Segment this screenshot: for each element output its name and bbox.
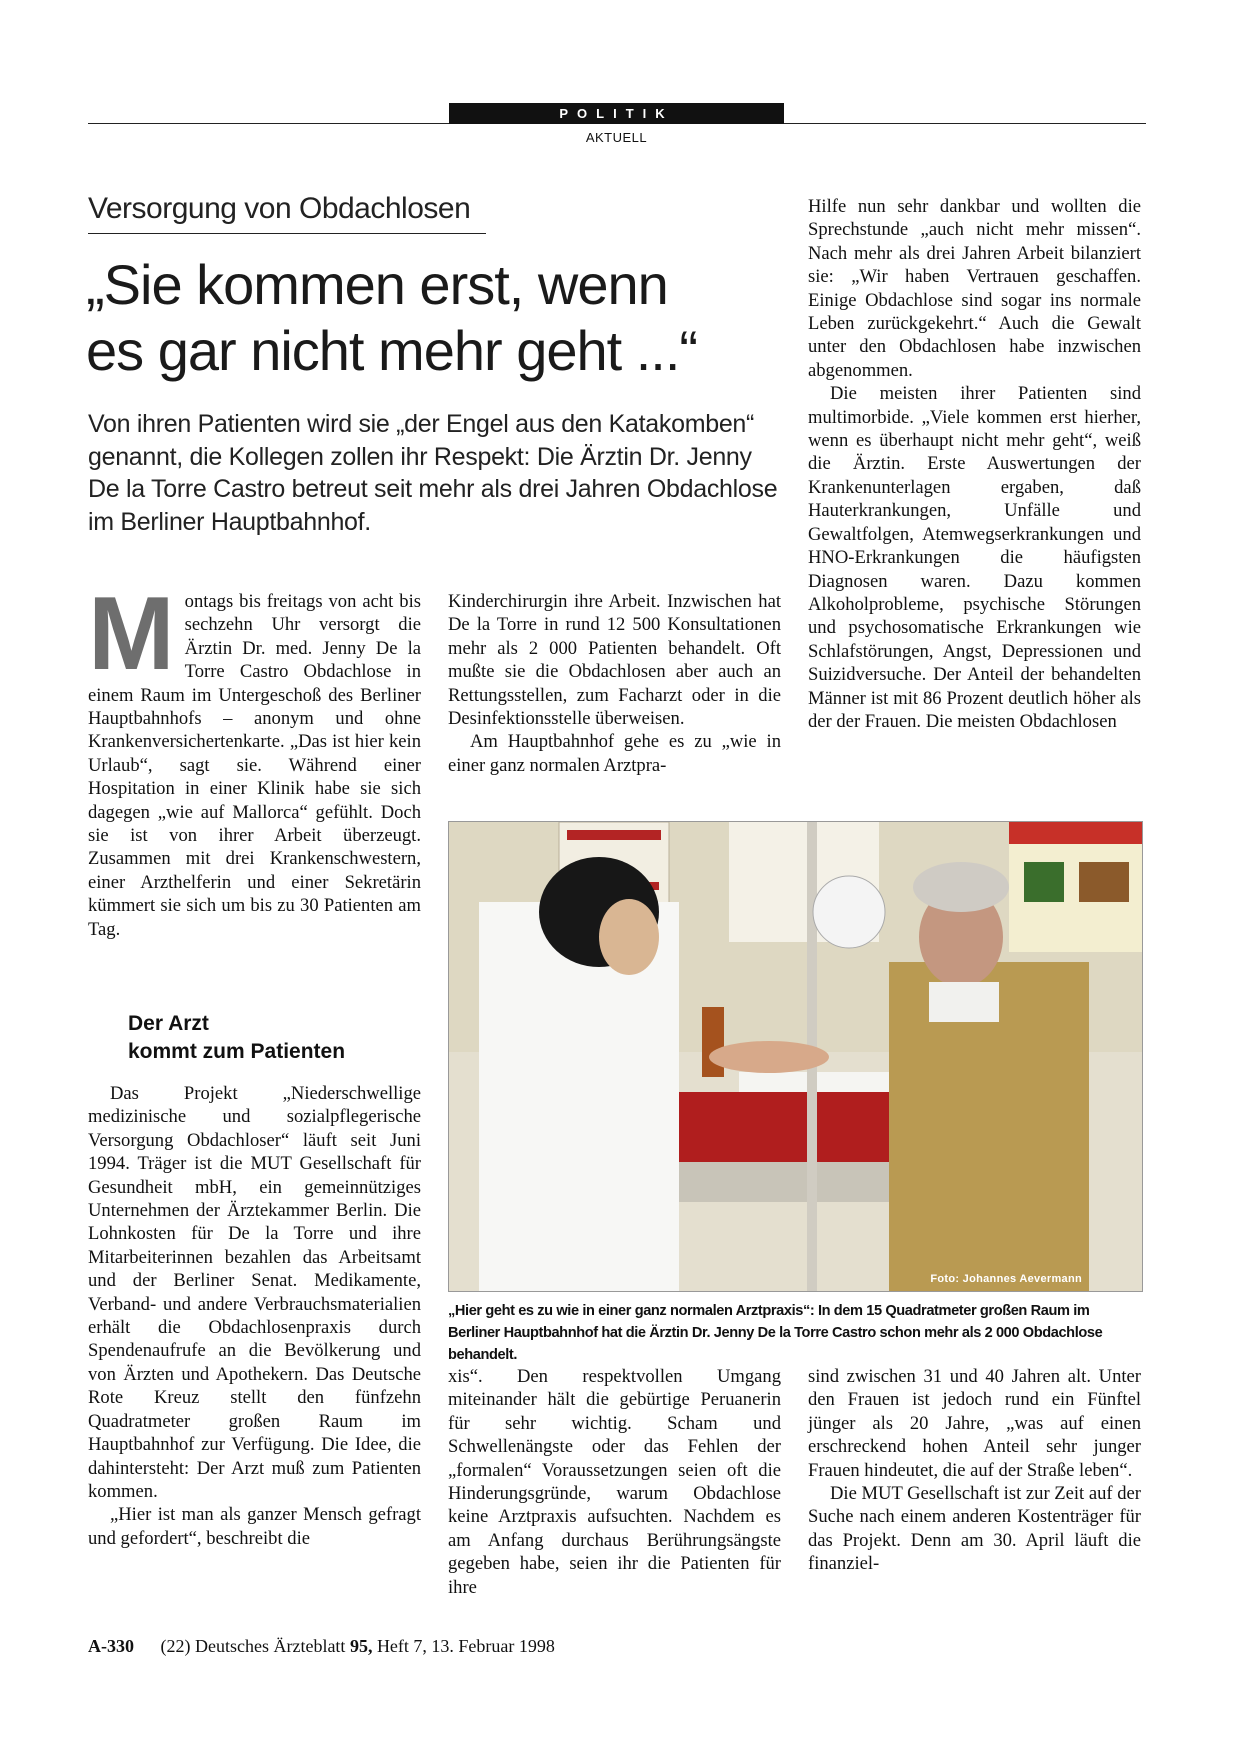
column-3-top (808, 195, 1141, 733)
article-kicker: Versorgung von Obdachlosen (88, 192, 471, 225)
paragraph: Kinderchirurgin ihre Arbeit. Inzwischen hat De la Torre in rund 12 500 Konsultationen mehr als 2 000 Patienten behandelt. Oft mußte sie die Obdachlosen aber auch an Rettungsstellen, zum Facharzt oder in die Desinfektionsstelle überweisen. (448, 591, 781, 730)
photo-credit: Foto: Johannes Aevermann (930, 1273, 1082, 1285)
article-photo (448, 821, 1143, 1292)
paragraph: Die MUT Gesellschaft ist zur Zeit auf der Suche nach einem anderen Kostenträger für das Projekt. Denn am 30. April läuft die finanziel- (808, 1483, 1142, 1575)
paragraph: ontags bis freitags von acht bis sechzehn Uhr versorgt die Ärztin Dr. med. Jenny De la Torre Castro Obdachlose in einem Raum im Untergeschoß des Berliner Hauptbahnhofs – anonym und ohne Krankenversichertenkarte. „Das ist hier kein Urlaub“, sagt sie. Während einer Hospitation in einer Klinik habe sie sich dagegen „wie auf Mallorca“ gefühlt. Doch sie ist von ihrer Arbeit überzeugt. Zusammen mit drei Krankenschwestern, einer Arzthelferin und einer Sekretärin kümmert sie sich um bis zu 30 Patienten am Tag. (88, 591, 421, 940)
paragraph: „Hier ist man als ganzer Mensch gefragt und gefordert“, beschreibt die (88, 1504, 421, 1549)
headline-line-1: „Sie kommen erst, wenn (86, 253, 668, 316)
column-2-bottom (448, 1365, 781, 1599)
photo-caption: „Hier geht es zu wie in einer ganz normalen Arztpraxis“: In dem 15 Quadratmeter großen Raum im Berliner Hauptbahnhof hat die Ärztin Dr. Jenny De la Torre Castro schon mehr als 2 000 Obdachlose behandelt. (448, 1303, 1103, 1363)
kicker-underline (88, 233, 486, 234)
page-footer (88, 1636, 555, 1657)
article-headline (86, 252, 806, 384)
column-1-top (88, 576, 421, 941)
paragraph: Am Hauptbahnhof gehe es zu „wie in einer ganz normalen Arztpra- (448, 731, 781, 776)
paragraph: sind zwischen 31 und 40 Jahren alt. Unter den Frauen ist jedoch rund ein Fünftel jünger als 20 Jahre, „was auf einen erschreckend hohen Anteil sehr junger Frauen hindeutet, die auf der Straße leben“. (808, 1366, 1141, 1481)
paragraph: Hilfe nun sehr dankbar und wollten die Sprechstunde „auch nicht mehr missen“. Nach mehr als drei Jahren Arbeit bilanziert sie: „Wir haben Vertrauen geschaffen. Einige Obdachlose sind sogar ins normale Leben zurückgekehrt.“ Auch die Gewalt unter den Obdachlosen habe inzwischen abgenommen. (808, 196, 1141, 381)
headline-line-2: es gar nicht mehr geht ...“ (86, 319, 698, 382)
subsection-label: AKTUELL (585, 130, 648, 145)
subheading-line-1: Der Arzt (128, 1012, 209, 1035)
page-number: A-330 (88, 1636, 134, 1656)
column-1-bottom (88, 1082, 421, 1550)
issue-date: Heft 7, 13. Februar 1998 (376, 1636, 555, 1656)
journal-volume: 95, (349, 1636, 373, 1656)
paragraph: xis“. Den respektvollen Umgang miteinander hält die gebürtige Peruanerin für sehr wichtig. Scham und Schwellenängste oder das Fehlen der „formalen“ Voraussetzungen seien oft die Hinderungsgründe, warum Obdachlose keine Arztpraxis aufsuchten. Nachdem es am Anfang durchaus Berührungsängste gegeben habe, seien ihr die Patienten für ihre (448, 1366, 781, 1598)
section-label: POLITIK (449, 103, 784, 124)
article-subheading (128, 1010, 418, 1066)
photo-illustration (449, 822, 1142, 1291)
column-2-top (448, 590, 781, 777)
paragraph: Die meisten ihrer Patienten sind multimorbide. „Viele kommen erst hierher, wenn es überhaupt nicht mehr geht“, weiß die Ärztin. Erste Auswertungen der Krankenunterlagen ergaben, daß Hauterkrankungen, Unfälle und Gewaltfolgen, Atemwegserkrankungen und HNO-Erkrankungen die häufigsten Diagnosen waren. Dazu kommen Alkoholprobleme, psychische Störungen und psychosomatische Erkrankungen wie Schlafstörungen, Angst, Depressionen und Suizidversuche. Der Anteil der behandelten Männer ist mit 86 Prozent deutlich höher als der der Frauen. Die meisten Obdachlosen (808, 383, 1141, 732)
column-3-bottom (808, 1365, 1141, 1576)
article-lead: Von ihren Patienten wird sie „der Engel aus den Katakomben“ genannt, die Kollegen zollen ihr Respekt: Die Ärztin Dr. Jenny De la Torre Castro betreut seit mehr als drei Jahren Obdachlose im Berliner Hauptbahnhof. (88, 410, 778, 536)
subheading-line-2: kommt zum Patienten (128, 1040, 346, 1063)
journal-name: (22) Deutsches Ärzteblatt (160, 1636, 346, 1656)
drop-cap: M (88, 576, 175, 692)
paragraph: Das Projekt „Niederschwellige medizinische und sozialpflegerische Versorgung Obdachloser“ läuft seit Juni 1994. Träger ist die MUT Gesellschaft für Gesundheit mbH, ein gemeinnütziges Unternehmen der Ärztekammer Berlin. Die Lohnkosten für De la Torre und ihre Mitarbeiterinnen bezahlen das Arbeitsamt und der Berliner Senat. Medikamente, Verband- und andere Verbrauchsmaterialien erhält die Obdachlosenpraxis durch Spendenaufrufe an die Bevölkerung und von Ärzten und Apothekern. Das Deutsche Rote Kreuz stellt den fünfzehn Quadratmeter großen Raum im Hauptbahnhof zur Verfügung. Die Idee, die dahintersteht: Der Arzt muß zum Patienten kommen. (88, 1083, 421, 1502)
